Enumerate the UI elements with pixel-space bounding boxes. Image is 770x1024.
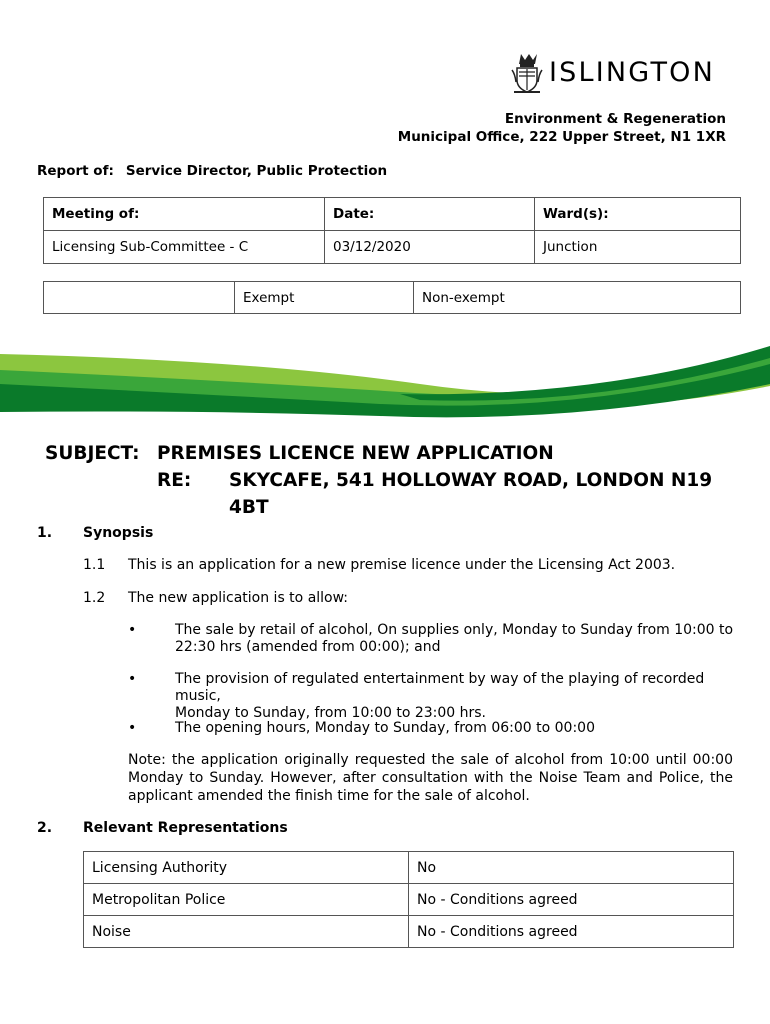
section-2-number: 2.	[37, 820, 53, 836]
bullet-2-line-2: Monday to Sunday, from 10:00 to 23:00 hrs.	[175, 705, 487, 721]
bullet-3	[175, 720, 735, 737]
table-row	[84, 884, 734, 916]
para-1-1-text: This is an application for a new premise licence under the Licensing Act 2003.	[128, 557, 676, 573]
party-cell: Metropolitan Police	[84, 884, 409, 916]
response-cell: No - Conditions agreed	[409, 884, 734, 916]
table-row	[84, 852, 734, 884]
response-cell: No - Conditions agreed	[409, 916, 734, 948]
bullet-1-line-2: 22:30 hrs (amended from 00:00); and	[175, 639, 441, 655]
exempt-cell: Exempt	[235, 282, 414, 314]
department-name: Environment & Regeneration	[504, 111, 726, 127]
exempt-table	[43, 281, 741, 314]
office-address: Municipal Office, 222 Upper Street, N1 1XR	[397, 129, 726, 145]
exempt-blank-cell	[44, 282, 235, 314]
subject-title: PREMISES LICENCE NEW APPLICATION	[157, 443, 554, 464]
islington-logo	[511, 52, 733, 94]
bullet-3-line-1: The opening hours, Monday to Sunday, from 06:00 to 00:00	[175, 720, 595, 736]
bullet-2-line-1: The provision of regulated entertainment by way of the playing of recorded music,	[175, 671, 705, 704]
report-of-value: Service Director, Public Protection	[125, 163, 388, 179]
date-header: Date:	[325, 198, 535, 231]
bullet-marker: •	[128, 622, 137, 638]
party-cell: Licensing Authority	[84, 852, 409, 884]
meeting-header: Meeting of:	[44, 198, 325, 231]
green-wave-banner	[0, 340, 770, 420]
para-1-2-number: 1.2	[83, 590, 106, 606]
para-1-2-text: The new application is to allow:	[128, 590, 349, 606]
representations-table	[83, 851, 734, 948]
re-line-2: 4BT	[229, 497, 269, 518]
subject-block	[45, 440, 713, 521]
section-1-title: Synopsis	[83, 525, 154, 541]
meeting-table-header-row	[44, 198, 741, 231]
logo-wordmark: ISLINGTON	[549, 57, 716, 88]
bullet-marker: •	[128, 720, 137, 736]
bullet-1-line-1: The sale by retail of alcohol, On supplies only, Monday to Sunday from 10:00 to	[175, 622, 734, 638]
bullet-2	[175, 671, 735, 722]
report-of-label: Report of:	[37, 163, 114, 179]
coat-of-arms-icon	[511, 52, 543, 94]
response-cell: No	[409, 852, 734, 884]
re-label: RE:	[157, 470, 192, 491]
wards-value: Junction	[535, 231, 741, 264]
meeting-table	[43, 197, 741, 264]
section-1-number: 1.	[37, 525, 53, 541]
wards-header: Ward(s):	[535, 198, 741, 231]
bullet-marker: •	[128, 671, 137, 687]
table-row	[84, 916, 734, 948]
section-2-title: Relevant Representations	[83, 820, 288, 836]
meeting-table-value-row	[44, 231, 741, 264]
re-line-1: SKYCAFE, 541 HOLLOWAY ROAD, LONDON N19	[229, 470, 713, 491]
exempt-row	[44, 282, 741, 314]
report-of	[37, 163, 387, 179]
para-1-1-number: 1.1	[83, 557, 106, 573]
non-exempt-cell: Non-exempt	[414, 282, 741, 314]
note-paragraph: Note: the application originally requested the sale of alcohol from 10:00 until 00:00 Monday to Sunday. However, after consultation with the Noise Team and Police, the applicant amended the finish time for the sale of alcohol.	[128, 752, 733, 804]
party-cell: Noise	[84, 916, 409, 948]
bullet-1	[175, 622, 735, 656]
subject-label: SUBJECT:	[45, 443, 140, 464]
date-value: 03/12/2020	[325, 231, 535, 264]
meeting-value: Licensing Sub-Committee - C	[44, 231, 325, 264]
